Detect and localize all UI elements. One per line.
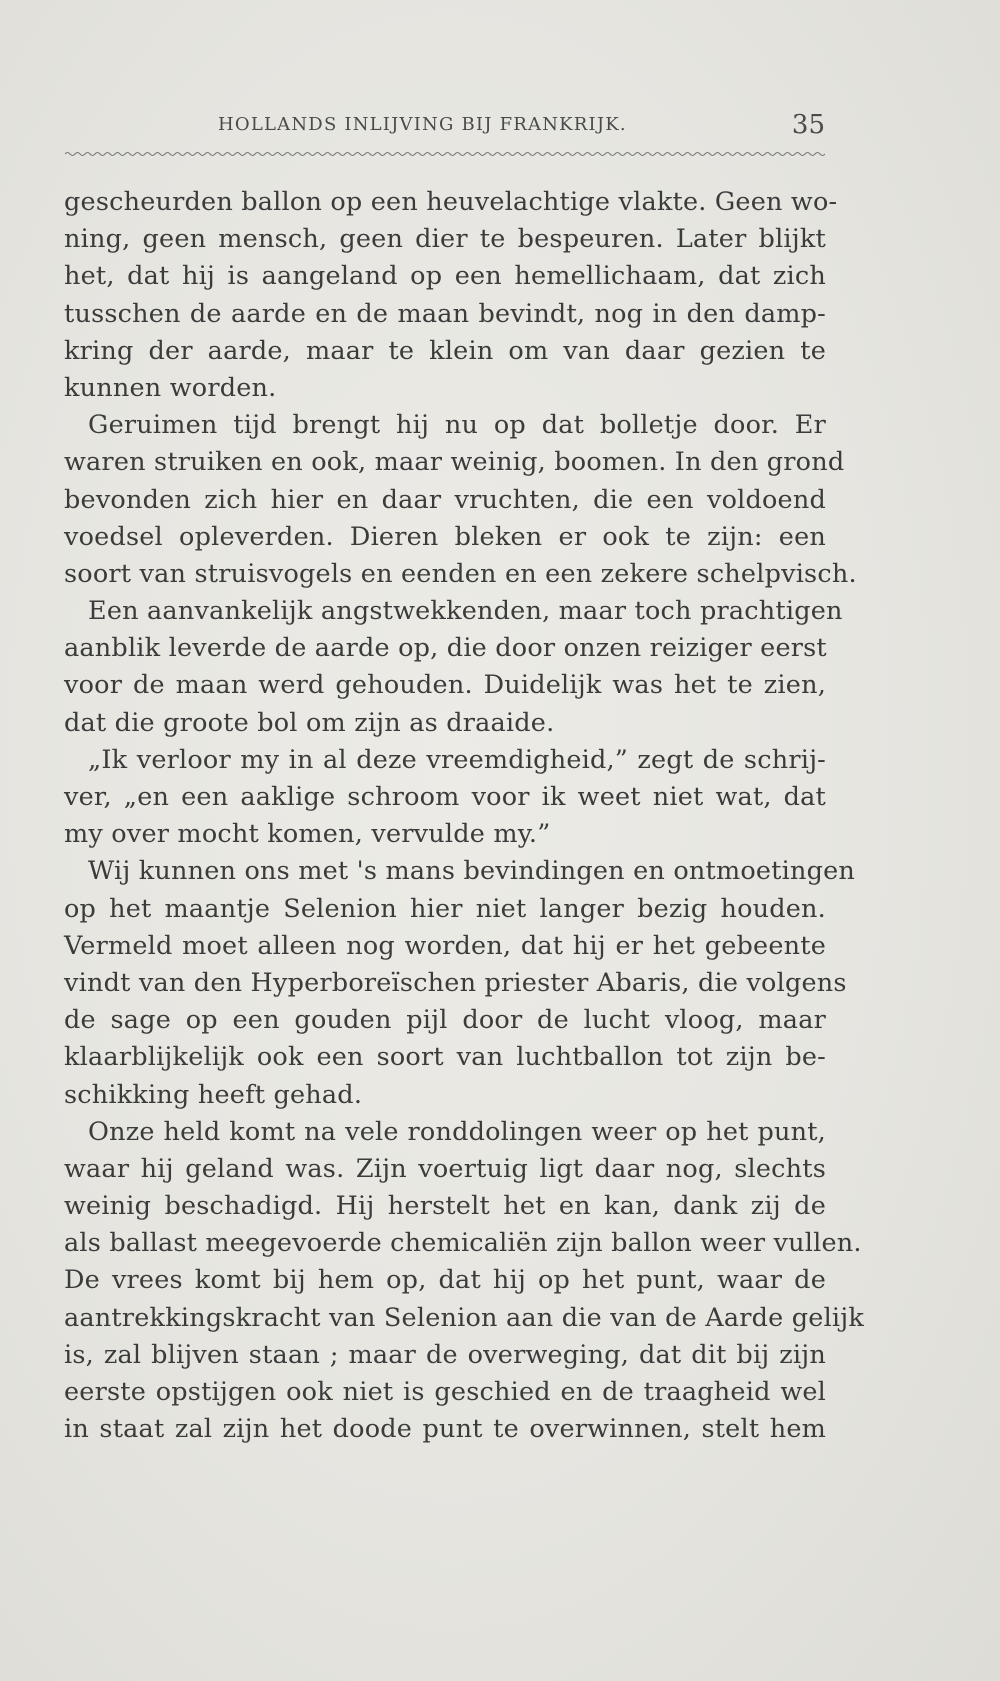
paragraph-first-line: Geruimen tijd brengt hij nu op dat bolletje door. Er <box>88 410 826 441</box>
text-line: dat die groote bol om zijn as draaide. <box>64 707 555 738</box>
text-line: ning, geen mensch, geen dier te bespeuren. Later blijkt <box>64 224 826 255</box>
text-line: gescheurden ballon op een heuvelachtige vlakte. Geen wo- <box>64 187 838 217</box>
text-line: tusschen de aarde en de maan bevindt, nog in den damp- <box>64 298 826 329</box>
text-line: is, zal blijven staan ; maar de overweging, dat dit bij zijn <box>64 1339 826 1370</box>
text-line: waren struiken en ook, maar weinig, boomen. In den grond <box>64 447 845 478</box>
text-line: voor de maan werd gehouden. Duidelijk was het te zien, <box>64 670 826 701</box>
text-line: voedsel opleverden. Dieren bleken er ook te zijn: een <box>64 521 826 552</box>
decorative-wavy-rule <box>65 150 825 158</box>
text-line: in staat zal zijn het doode punt te overwinnen, stelt hem <box>64 1414 826 1445</box>
text-line: eerste opstijgen ook niet is geschied en de traagheid wel <box>64 1377 826 1407</box>
text-line: vindt van den Hyperboreïschen priester Abaris, die volgens <box>64 967 847 998</box>
page-number: 35 <box>791 110 825 140</box>
running-title: HOLLANDS INLIJVING BIJ FRANKRIJK. <box>218 114 627 135</box>
text-line: aantrekkingskracht van Selenion aan die van de Aarde gelijk <box>64 1302 865 1333</box>
text-line: schikking heeft gehad. <box>64 1079 363 1110</box>
text-line: soort van struisvogels en eenden en een zekere schelpvisch. <box>64 558 857 589</box>
text-line: aanblik leverde de aarde op, die door onzen reiziger eerst <box>64 633 827 664</box>
text-line: klaarblijkelijk ook een soort van luchtballon tot zijn be- <box>64 1042 826 1073</box>
paragraph-first-line: Een aanvankelijk angstwekkenden, maar toch prachtigen <box>88 596 843 627</box>
text-line: kring der aarde, maar te klein om van daar gezien te <box>64 335 826 366</box>
paragraph-first-line: „Ik verloor my in al deze vreemdigheid,” zegt de schrij- <box>88 744 826 775</box>
body-text <box>64 184 865 1448</box>
text-line: kunnen worden. <box>64 372 277 403</box>
text-line: als ballast meegevoerde chemicaliën zijn ballon weer vullen. <box>64 1228 862 1259</box>
text-line: bevonden zich hier en daar vruchten, die een voldoend <box>64 484 826 515</box>
text-line: Vermeld moet alleen nog worden, dat hij er het gebeente <box>64 930 826 961</box>
paragraph-first-line: Wij kunnen ons met 's mans bevindingen en ontmoetingen <box>88 856 856 887</box>
text-line: de sage op een gouden pijl door de lucht vloog, maar <box>64 1005 826 1036</box>
text-line: ver, „en een aaklige schroom voor ik weet niet wat, dat <box>64 782 826 812</box>
text-line: De vrees komt bij hem op, dat hij op het punt, waar de <box>64 1265 826 1296</box>
text-line: op het maantje Selenion hier niet langer bezig houden. <box>64 893 826 924</box>
paragraph-first-line: Onze held komt na vele ronddolingen weer op het punt, <box>88 1116 826 1147</box>
page-header <box>65 108 825 148</box>
text-line: my over mocht komen, vervulde my.” <box>64 819 551 850</box>
text-line: waar hij geland was. Zijn voertuig ligt daar nog, slechts <box>64 1153 826 1184</box>
text-line: het, dat hij is aangeland op een hemellichaam, dat zich <box>64 261 826 292</box>
text-line: weinig beschadigd. Hij herstelt het en kan, dank zij de <box>64 1191 826 1222</box>
